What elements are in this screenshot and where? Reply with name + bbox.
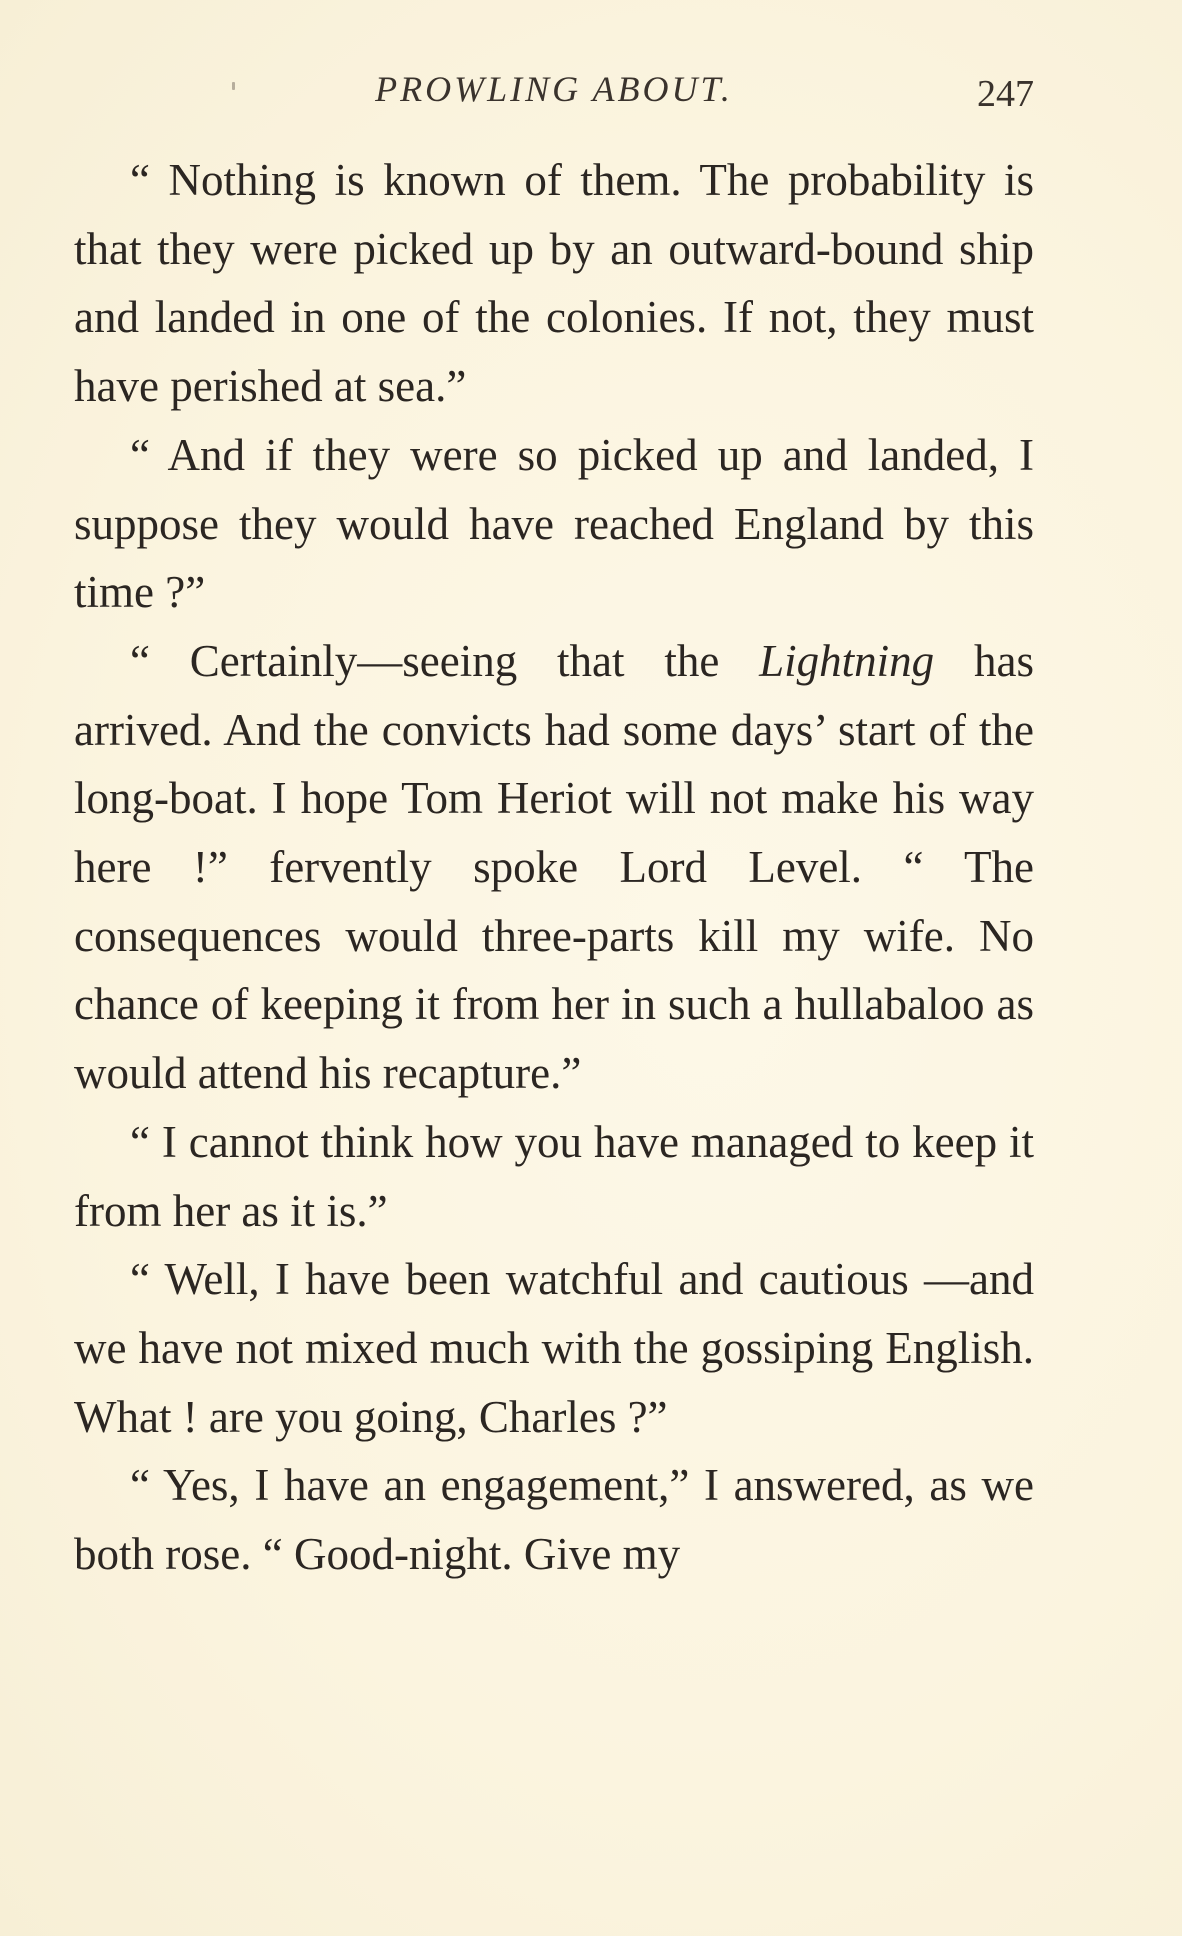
paragraph: [74, 627, 1034, 1108]
paragraph-text: “ Yes, I have an engagement,” I answered, as we both rose. “ Good-night. Give my: [74, 1460, 1034, 1580]
paragraph-text: “ Nothing is known of them. The probability is that they were picked up by an outward-bound ship and landed in one of the colonies. If not, they must have perished at sea.”: [74, 155, 1034, 412]
paragraph-text: “ Certainly—seeing that the: [130, 635, 760, 686]
paragraph: [74, 421, 1034, 627]
paragraph: [74, 146, 1034, 421]
paragraph-text: “ Well, I have been watchful and cautious —and we have not mixed much with the gossiping English. What ! are you going, Charles ?”: [74, 1254, 1034, 1442]
paragraph: [74, 1451, 1034, 1588]
page-number: 247: [977, 73, 1034, 115]
paragraph-text: has arrived. And the convicts had some days’ start of the long-boat. I hope Tom Heriot will not make his way here !” fervently spoke Lord Level. “ The consequences would three-parts kill my wife. No chance of keeping it from her in such a hullabaloo as would attend his recapture.”: [74, 635, 1034, 1099]
running-head: [74, 68, 1034, 118]
paragraph: [74, 1245, 1034, 1451]
paragraph-text: “ And if they were so picked up and landed, I suppose they would have reached England by this time ?”: [74, 429, 1034, 618]
running-title: PROWLING ABOUT.: [375, 69, 733, 109]
paragraph: [74, 1108, 1034, 1245]
ship-name-italic: Lightning: [759, 635, 935, 686]
paragraph-text: “ I cannot think how you have managed to keep it from her as it is.”: [74, 1116, 1034, 1236]
body-text: [74, 146, 1034, 1589]
